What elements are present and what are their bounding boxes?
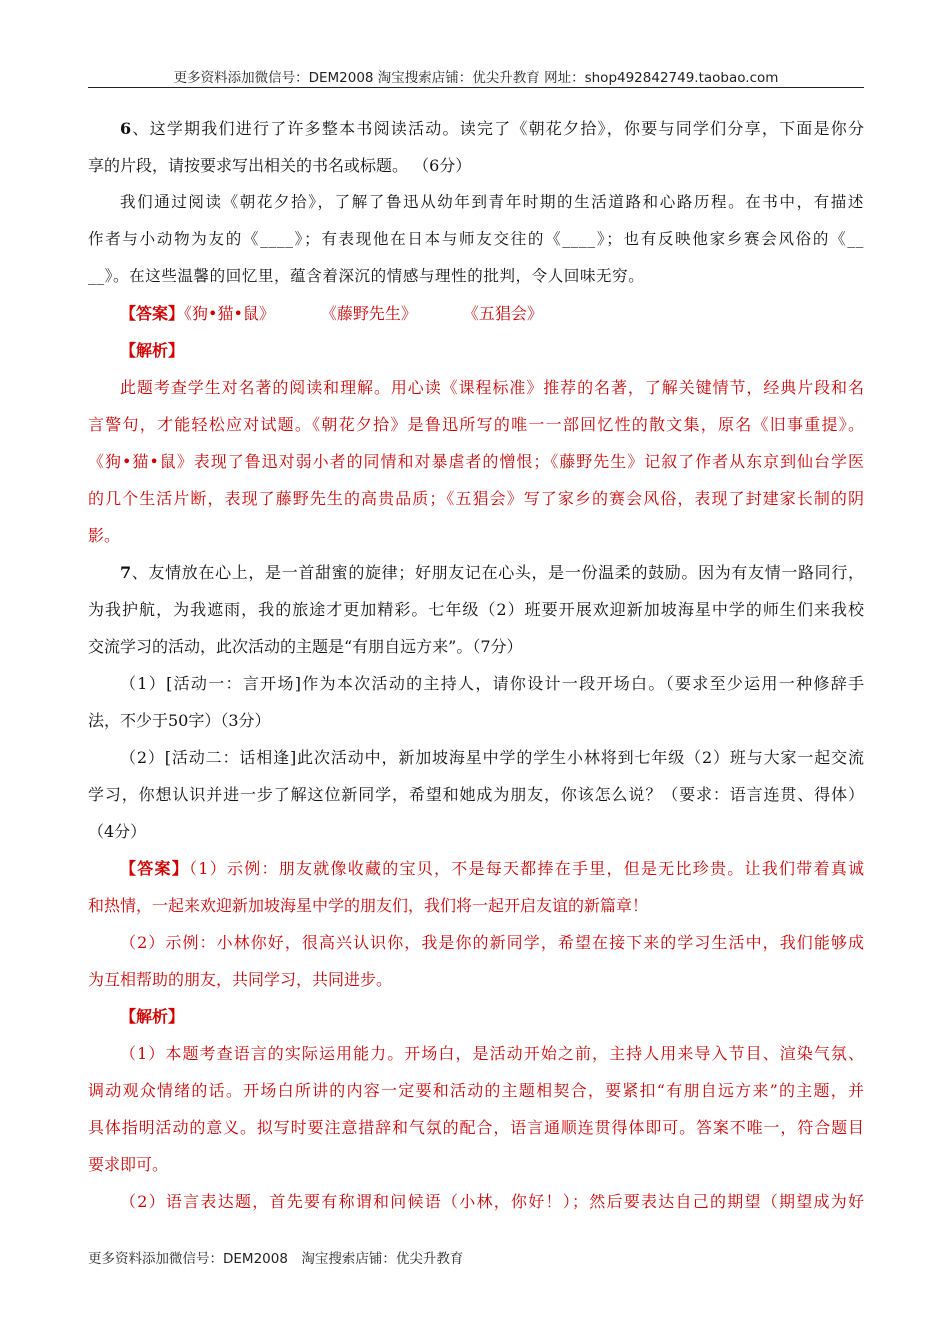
q6-answer-2: 《藤野先生》	[320, 304, 417, 323]
q7-stem-line-1: 7、友情放在心上，是一首甜蜜的旋律；好朋友记在心头，是一份温柔的鼓励。因为有友情一路同行，	[120, 563, 864, 582]
q7-analysis-1-line-4: 要求即可。	[88, 1155, 169, 1174]
q7-answer-label: 【答案】	[120, 859, 190, 878]
document-body	[88, 110, 864, 1220]
q6-passage-line-1: 我们通过阅读《朝花夕拾》，了解了鲁迅从幼年到青年时期的生活道路和心路历程。在书中，有描述	[120, 193, 864, 211]
q7-answer-2-line-1: （2）示例：小林你好，很高兴认识你，我是你的新同学，希望在接下来的学习生活中，我们能够成	[120, 933, 864, 952]
page-header: 更多资料添加微信号：DEM2008 淘宝搜索店铺：优尖升教育 网址：shop492842749.taobao.com	[173, 70, 779, 86]
q7-answer-1-line-2: 和热情，一起来欢迎新加坡海星中学的朋友们，我们将一起开启友谊的新篇章！	[88, 896, 649, 915]
q7-analysis-1-line-3: 具体指明活动的意义。拟写时要注意措辞和气氛的配合，语言通顺连贯得体即可。答案不唯一，符合题目	[88, 1118, 864, 1137]
q6-stem-line-1: 6、这学期我们进行了许多整本书阅读活动。读完了《朝花夕拾》，你要与同学们分享，下面是你分	[120, 119, 864, 138]
q7-analysis-1-line-2: 调动观众情绪的话。开场白所讲的内容一定要和活动的主题相契合，要紧扣“有朋自远方来”的主题，并	[88, 1081, 864, 1100]
q6-passage-line-3: __》。在这些温馨的回忆里，蕴含着深沉的情感与理性的批判，令人回味无穷。	[88, 267, 645, 285]
q6-passage-line-2: 作者与小动物为友的《____》；有表现他在日本与师友交往的《____》；也有反映他家乡赛会风俗的《__	[88, 230, 864, 248]
header-divider	[88, 87, 864, 88]
q7-stem-line-2: 为我护航，为我遮雨，我的旅途才更加精彩。七年级（2）班要开展欢迎新加坡海星中学的师生们来我校	[88, 600, 864, 619]
q6-stem-line-2: 享的片段，请按要求写出相关的书名或标题。 （6分）	[88, 156, 472, 175]
q7-sub1-line-2: 法，不少于50字）（3分）	[88, 711, 271, 730]
q7-number: 7	[120, 563, 132, 582]
q7-sub2-line-1: （2）[活动二：话相逢]此次活动中，新加坡海星中学的学生小林将到七年级（2）班与大家一起交流	[120, 748, 864, 767]
q6-analysis-line-4: 的几个生活片断，表现了藤野先生的高贵品质；《五猖会》写了家乡的赛会风俗，表现了封建家长制的阴	[88, 489, 864, 508]
q7-answer-1-line-1: 【答案】（1）示例：朋友就像收藏的宝贝，不是每天都捧在手里，但是无比珍贵。让我们带着真诚	[120, 859, 864, 878]
q6-answer-label: 【答案】	[120, 304, 185, 323]
q7-stem-line-3: 交流学习的活动，此次活动的主题是“有朋自远方来”。（7分）	[88, 637, 523, 656]
q7-analysis-1-line-1: （1）本题考查语言的实际运用能力。开场白，是活动开始之前，主持人用来导入节目、渲染气氛、	[120, 1044, 864, 1063]
q6-answer-3: 《五猖会》	[462, 304, 543, 323]
q6-analysis-heading: 【解析】	[120, 341, 185, 360]
q7-sub2-line-3: （4分）	[88, 822, 147, 841]
q6-analysis-line-1: 此题考查学生对名著的阅读和理解。用心读《课程标准》推荐的名著，了解关键情节，经典片段和名	[120, 378, 864, 397]
q7-analysis-2-line-1: （2）语言表达题，首先要有称谓和问候语（小林，你好！）；然后要表达自己的期望（期望成为好	[120, 1192, 864, 1211]
q6-analysis-line-2: 言警句，才能轻松应对试题。《朝花夕拾》是鲁迅所写的唯一一部回忆性的散文集，原名《旧事重提》。	[88, 415, 864, 434]
q6-analysis-line-5: 影。	[88, 526, 121, 545]
q6-answer-1: 《狗•猫•鼠》	[184, 304, 275, 323]
q7-answer-2-line-2: 为互相帮助的朋友，共同学习，共同进步。	[88, 970, 393, 989]
q7-sub2-line-2: 学习，你想认识并进一步了解这位新同学，希望和她成为朋友，你该怎么说？（要求：语言连贯、得体）	[88, 785, 864, 804]
q6-number: 6	[120, 119, 132, 138]
q7-sub1-line-1: （1）[活动一：言开场]作为本次活动的主持人，请你设计一段开场白。（要求至少运用一种修辞手	[120, 674, 864, 693]
page-footer: 更多资料添加微信号：DEM2008 淘宝搜索店铺：优尖升教育	[88, 1251, 464, 1267]
q6-answer	[88, 295, 864, 332]
q7-analysis-heading: 【解析】	[120, 1007, 185, 1026]
q6-analysis-line-3: 《狗•猫•鼠》表现了鲁迅对弱小者的同情和对暴虐者的憎恨；《藤野先生》记叙了作者从东京到仙台学医	[88, 452, 864, 471]
